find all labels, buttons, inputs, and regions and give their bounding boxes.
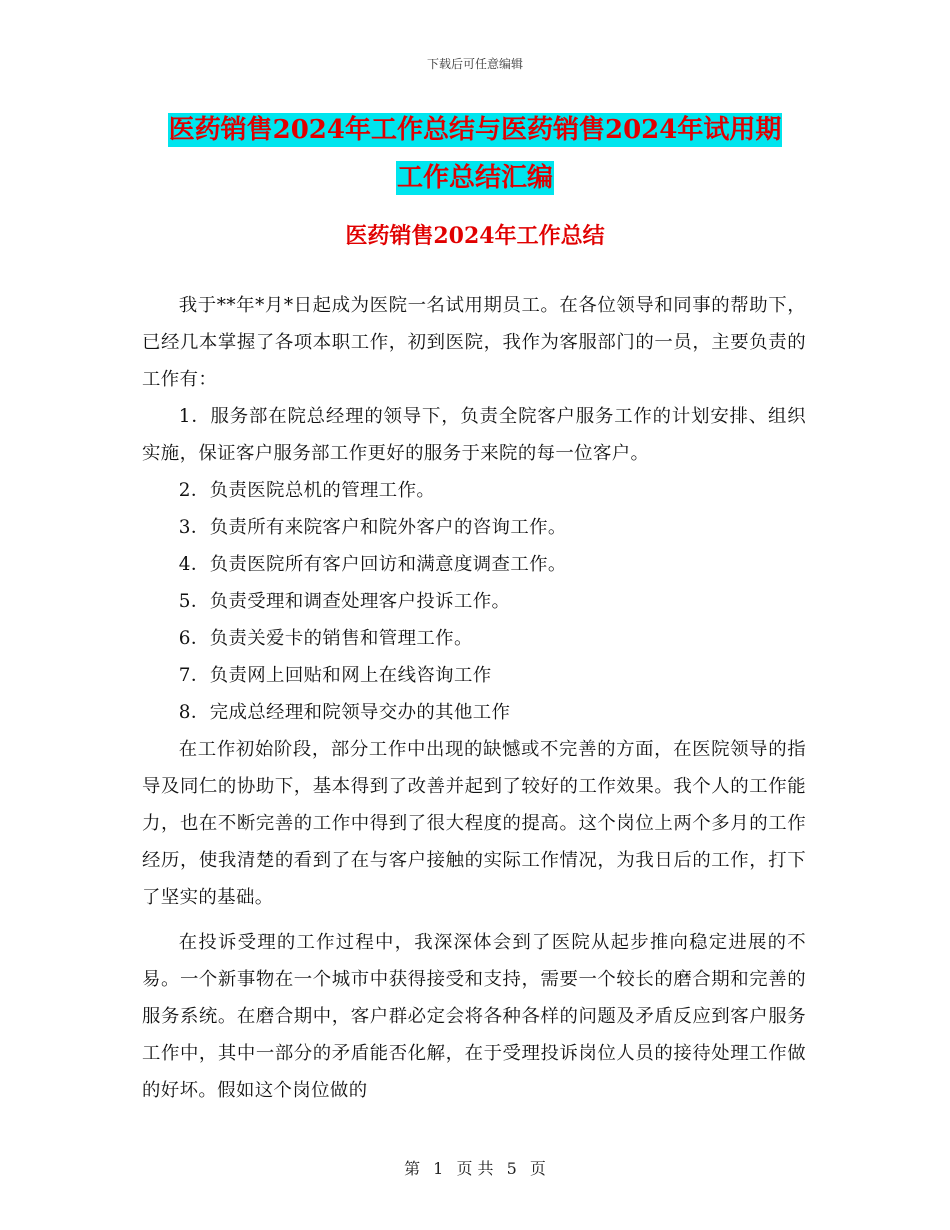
list-item-duty-5: 5．负责受理和调查处理客户投诉工作。 — [178, 591, 511, 612]
document-title — [140, 106, 810, 202]
list-item-duty-2: 2．负责医院总机的管理工作。 — [178, 480, 436, 501]
paragraph-intro: 我于**年*月*日起成为医院一名试用期员工。在各位领导和同事的帮助下，已经几本掌握了各项本职工作，初到医院，我作为客服部门的一员，主要负责的工作有： — [142, 295, 806, 390]
list-item-duty-3: 3．负责所有来院客户和院外客户的咨询工作。 — [178, 517, 567, 538]
document-title-line-1: 医药销售2024年工作总结与医药销售2024年试用期 — [168, 115, 782, 145]
list-item-duty-8: 8．完成总经理和院领导交办的其他工作 — [178, 702, 511, 723]
paragraph-complaint-handling: 在投诉受理的工作过程中，我深深体会到了医院从起步推向稳定进展的不易。一个新事物在一个城市中获得接受和支持，需要一个较长的磨合期和完善的服务系统。在磨合期中，客户群必定会将各种各样的问题及矛盾反应到客户服务工作中，其中一部分的矛盾能否化解，在于受理投诉岗位人员的接待处理工作做的好坏。假如这个岗位做的 — [142, 932, 806, 1101]
list-item-duty-6: 6．负责关爱卡的销售和管理工作。 — [178, 628, 473, 649]
page-header: 下载后可任意编辑 — [426, 57, 523, 71]
document-title-line-2: 工作总结汇编 — [396, 163, 553, 193]
list-item-duty-7: 7．负责网上回贴和网上在线咨询工作 — [178, 665, 492, 686]
page-footer-suffix: 页 — [529, 1159, 546, 1178]
page-footer-middle: 页 共 — [456, 1159, 494, 1178]
page-number-current: 1 — [433, 1159, 444, 1178]
paragraph-work-experience: 在工作初始阶段，部分工作中出现的缺憾或不完善的方面，在医院领导的指导及同仁的协助下，基本得到了改善并起到了较好的工作效果。我个人的工作能力，也在不断完善的工作中得到了很大程度的提高。这个岗位上两个多月的工作经历，使我清楚的看到了在与客户接触的实际工作情况，为我日后的工作，打下了坚实的基础。 — [142, 739, 806, 908]
page-number-total: 5 — [506, 1159, 517, 1178]
page-footer — [0, 1156, 950, 1179]
list-item-duty-4: 4．负责医院所有客户回访和满意度调查工作。 — [178, 554, 567, 575]
page-footer-prefix: 第 — [404, 1159, 421, 1178]
list-item-duty-1: 1．服务部在院总经理的领导下，负责全院客户服务工作的计划安排、组织实施，保证客户服务部工作更好的服务于来院的每一位客户。 — [142, 406, 806, 464]
document-body — [142, 287, 806, 1109]
section-title: 医药销售2024年工作总结 — [345, 223, 605, 249]
